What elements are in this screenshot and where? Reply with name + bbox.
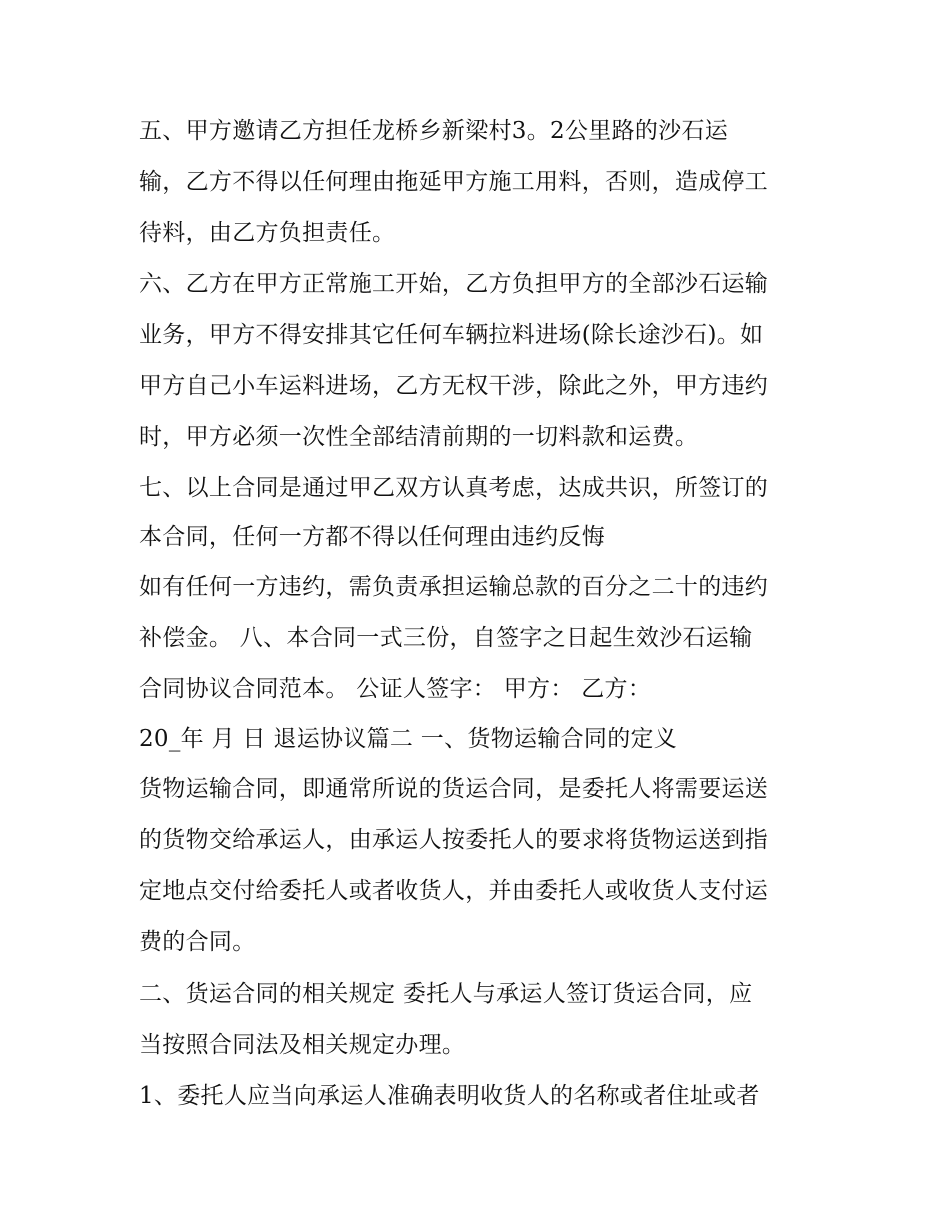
text-line: 的货物交给承运人，由承运人按委托人的要求将货物运送到指 [139,827,769,853]
text-line: 待料，由乙方负担责任。 [139,220,396,246]
text-line: 货物运输合同，即通常所说的货运合同，是委托人将需要运送 [139,776,769,802]
text-line: 时，甲方必须一次性全部结清前期的一切料款和运费。 [139,424,699,450]
text-line: 甲方自己小车运料进场，乙方无权干涉，除此之外，甲方违约 [139,373,769,399]
text-line: 七、以上合同是通过甲乙双方认真考虑，达成共识，所签订的 [139,475,769,501]
text-line: 20_年 月 日 退运协议篇二 一、货物运输合同的定义 [139,726,678,752]
text-line: 如有任何一方违约，需负责承担运输总款的百分之二十的违约 [139,574,769,600]
text-line: 合同协议合同范本。 公证人签字： 甲方： 乙方： [139,676,652,702]
text-line: 六、乙方在甲方正常施工开始，乙方负担甲方的全部沙石运输 [139,271,769,297]
text-line: 五、甲方邀请乙方担任龙桥乡新梁村3。2公里路的沙石运 [139,118,729,144]
text-line: 业务，甲方不得安排其它任何车辆拉料进场(除长途沙石)。如 [139,322,764,348]
text-line: 定地点交付给委托人或者收货人，并由委托人或收货人支付运 [139,878,769,904]
text-line: 当按照合同法及相关规定办理。 [139,1032,466,1058]
text-line: 本合同，任何一方都不得以任何理由违约反悔 [139,524,605,550]
text-line: 二、货运合同的相关规定 委托人与承运人签订货运合同，应 [139,981,753,1007]
text-line: 输，乙方不得以任何理由拖延甲方施工用料，否则，造成停工 [139,169,769,195]
text-line: 费的合同。 [139,929,256,955]
text-line: 补偿金。 八、本合同一式三份，自签字之日起生效沙石运输 [139,625,753,651]
text-line: 1、委托人应当向承运人准确表明收货人的名称或者住址或者 [139,1083,760,1109]
